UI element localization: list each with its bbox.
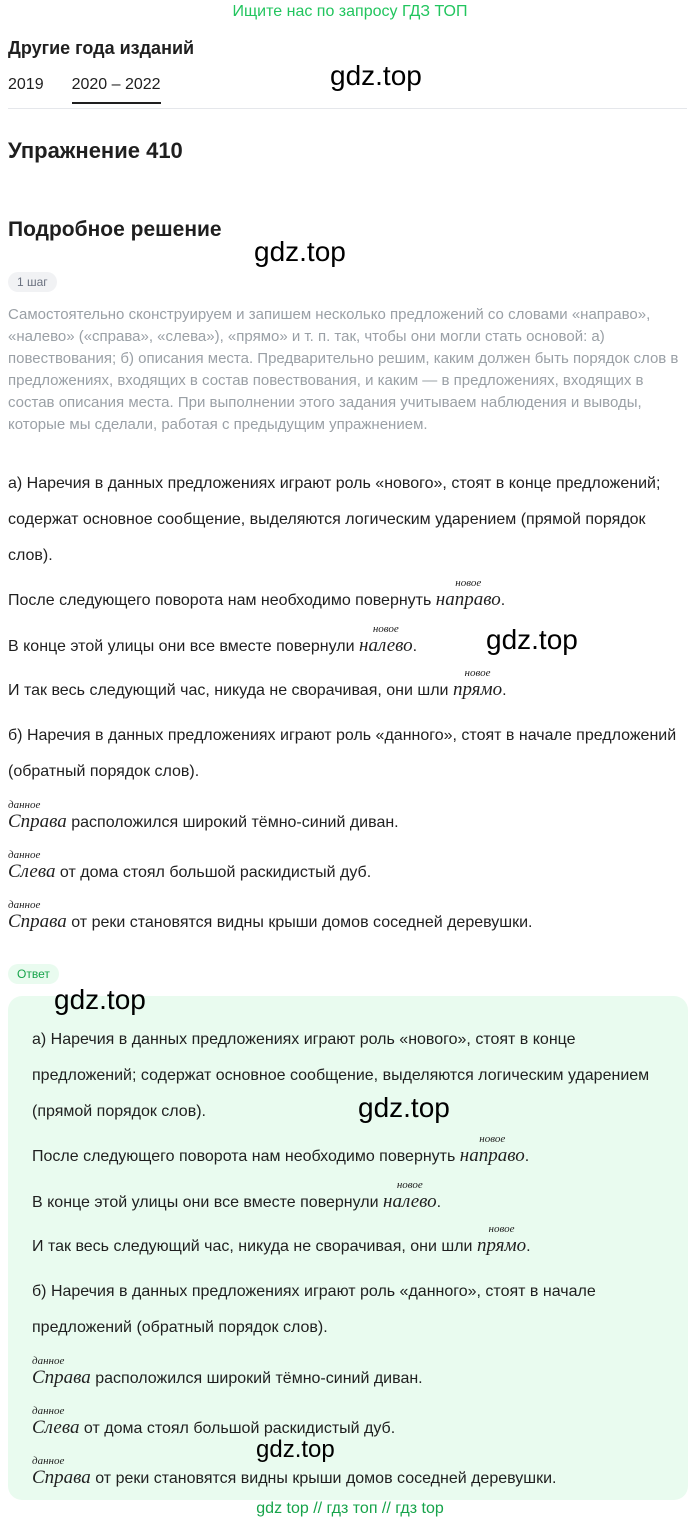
tab-2020-2022[interactable]: 2020 – 2022 (72, 76, 161, 104)
paragraph-b: б) Наречия в данных предложениях играют роль «данного», стоят в начале предложений (обратный порядок слов). (8, 727, 677, 780)
adverb: новое прямо (477, 1236, 526, 1256)
watermark: gdz.top (486, 624, 578, 655)
adverb: данное Слева (8, 862, 55, 882)
adverb: данное Справа (32, 1368, 91, 1388)
note-given: данное (32, 1355, 65, 1367)
sentence-3: И так весь следующий час, никуда не сворачивая, они шли новое прямо. (8, 680, 507, 701)
sentence-2: В конце этой улицы они все вместе повернули новое налево. (8, 636, 417, 657)
tab-2019[interactable]: 2019 (8, 76, 44, 93)
answer-sentence-4: данное Справа расположился широкий тёмно-синий диван. (32, 1368, 423, 1389)
answer-sentence-3: И так весь следующий час, никуда не сворачивая, они шли новое прямо. (32, 1236, 531, 1257)
note-new: новое (372, 623, 399, 635)
adverb: новое направо (436, 590, 501, 610)
adverb: данное Слева (32, 1418, 79, 1438)
adverb: данное Справа (8, 812, 67, 832)
watermark: gdz.top (256, 1436, 335, 1463)
footer-links: gdz top // гдз топ // гдз top (256, 1500, 444, 1517)
other-years-title: Другие года изданий (8, 38, 195, 58)
sentence-4: данное Справа расположился широкий тёмно-синий диван. (8, 812, 399, 833)
note-given: данное (8, 799, 41, 811)
answer-sentence-2: В конце этой улицы они все вместе повернули новое налево. (32, 1192, 441, 1213)
note-given: данное (32, 1455, 65, 1467)
answer-paragraph-a: а) Наречия в данных предложениях играют роль «нового», стоят в конце предложений; содержат основное сообщение, выделяются логическим ударением (прямой порядок слов). (32, 1031, 650, 1120)
adverb: данное Справа (8, 912, 67, 932)
watermark: gdz.top (330, 60, 422, 91)
watermark: gdz.top (358, 1092, 450, 1123)
watermark: gdz.top (54, 984, 146, 1015)
adverb: новое налево (383, 1192, 437, 1212)
adverb: новое налево (359, 636, 413, 656)
sentence-6: данное Справа от реки становятся видны крыши домов соседней деревушки. (8, 912, 533, 933)
sentence-5: данное Слева от дома стоял большой раскидистый дуб. (8, 862, 371, 883)
note-new: новое (488, 1223, 515, 1235)
answer-sentence-1: После следующего поворота нам необходимо повернуть новое направо. (32, 1146, 529, 1167)
year-tabs (8, 76, 189, 104)
solution-intro: Самостоятельно сконструируем и запишем несколько предложений со словами «направо», «налево» («справа», «слева»), «прямо» и т. п. так, чтобы они могли стать основой: а) повествования; б) описания места. Предварительно решим, каким должен быть порядок слов в предложениях, входящих в состав повествования, и каким — в предложениях, входящих в состав описания места. При выполнении этого задания учитываем наблюдения и выводы, которые мы сделали, работая с предыдущим упражнением. (8, 306, 679, 433)
exercise-title: Упражнение 410 (8, 138, 183, 163)
note-given: данное (8, 849, 41, 861)
note-new: новое (396, 1179, 423, 1191)
answer-sentence-6: данное Справа от реки становятся видны крыши домов соседней деревушки. (32, 1468, 557, 1489)
answer-paragraph-b: б) Наречия в данных предложениях играют роль «данного», стоят в начале предложений (обратный порядок слов). (32, 1283, 596, 1336)
note-new: новое (464, 667, 491, 679)
step-badge: 1 шаг (8, 272, 57, 292)
divider (8, 108, 687, 109)
solution-title: Подробное решение (8, 218, 222, 241)
note-given: данное (8, 899, 41, 911)
adverb: новое направо (460, 1146, 525, 1166)
adverb: новое прямо (453, 680, 502, 700)
note-given: данное (32, 1405, 65, 1417)
watermark: gdz.top (254, 236, 346, 267)
adverb: данное Справа (32, 1468, 91, 1488)
note-new: новое (479, 1133, 506, 1145)
paragraph-a: а) Наречия в данных предложениях играют роль «нового», стоят в конце предложений; содержат основное сообщение, выделяются логическим ударением (прямой порядок слов). (8, 475, 661, 564)
note-new: новое (455, 577, 482, 589)
promo-banner: Ищите нас по запросу ГДЗ ТОП (232, 3, 468, 20)
answer-sentence-5: данное Слева от дома стоял большой раскидистый дуб. (32, 1418, 395, 1439)
answer-badge: Ответ (8, 964, 59, 984)
sentence-1: После следующего поворота нам необходимо повернуть новое направо. (8, 590, 505, 611)
